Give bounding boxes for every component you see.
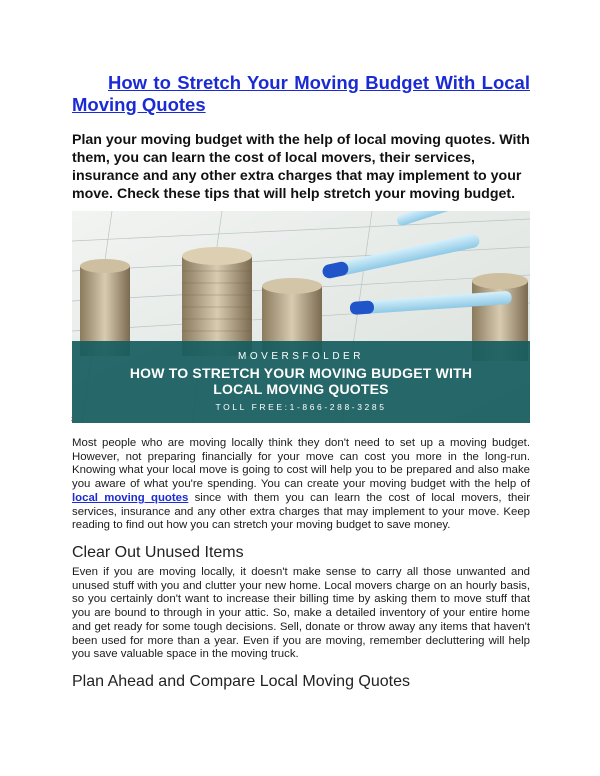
paragraph1-before-link: Most people who are moving locally think they don't need to set up a moving budget. However, not preparing financially for your move can cost you more in the long-run. Knowing what your local move is going to cost will help you to be prepared and also make you aware of what you're spending. You can create your moving budget with the help of <box>72 437 530 491</box>
hero-banner <box>72 341 530 423</box>
paragraph1-after-link: since with them you can learn the cost of local movers, their services, insurance and any other extra charges that may implement to your move. Keep reading to find out how you can stretch your moving budget to save money. <box>72 491 531 532</box>
intro-paragraph: Plan your moving budget with the help of local moving quotes. With them, you can learn the cost of local movers, their services, insurance and any other extra charges that may implement to your move. Check these tips that will help stretch your moving budget. <box>72 132 530 202</box>
hero-image <box>72 211 530 423</box>
body-paragraph-2: Even if you are moving locally, it doesn't make sense to carry all those unwanted and unused stuff with you and clutter your new home. Local movers charge on an hourly basis, so you certainly don't want to increase their billing time by asking them to move stuff that you are bound to through in your attic. So, make a detailed inventory of your entire home and get ready for some tough decisions. Sell, donate or throw away any items that haven't been used for more than a year. Even if you are moving, remember decluttering will help you save valuable space in the moving truck. <box>72 566 530 661</box>
body-paragraph-1 <box>72 437 530 533</box>
section-heading-plan-ahead: Plan Ahead and Compare Local Moving Quotes <box>72 673 410 690</box>
title-link[interactable]: How to Stretch Your Moving Budget With Local Moving Quotes <box>72 72 530 115</box>
banner-headline-line2: LOCAL MOVING QUOTES <box>213 381 389 397</box>
toll-free-number: TOLL FREE:1-866-288-3285 <box>215 402 387 412</box>
local-moving-quotes-link[interactable]: local moving quotes <box>72 491 189 504</box>
banner-headline <box>72 365 530 397</box>
page-title <box>72 72 530 116</box>
image-corner-mark: 2 <box>71 417 75 423</box>
brand-name: MOVERSFOLDER <box>238 351 364 362</box>
banner-headline-line1: HOW TO STRETCH YOUR MOVING BUDGET WITH <box>129 365 473 381</box>
section-heading-clear-out: Clear Out Unused Items <box>72 544 244 561</box>
coin-stack-center <box>182 247 252 356</box>
